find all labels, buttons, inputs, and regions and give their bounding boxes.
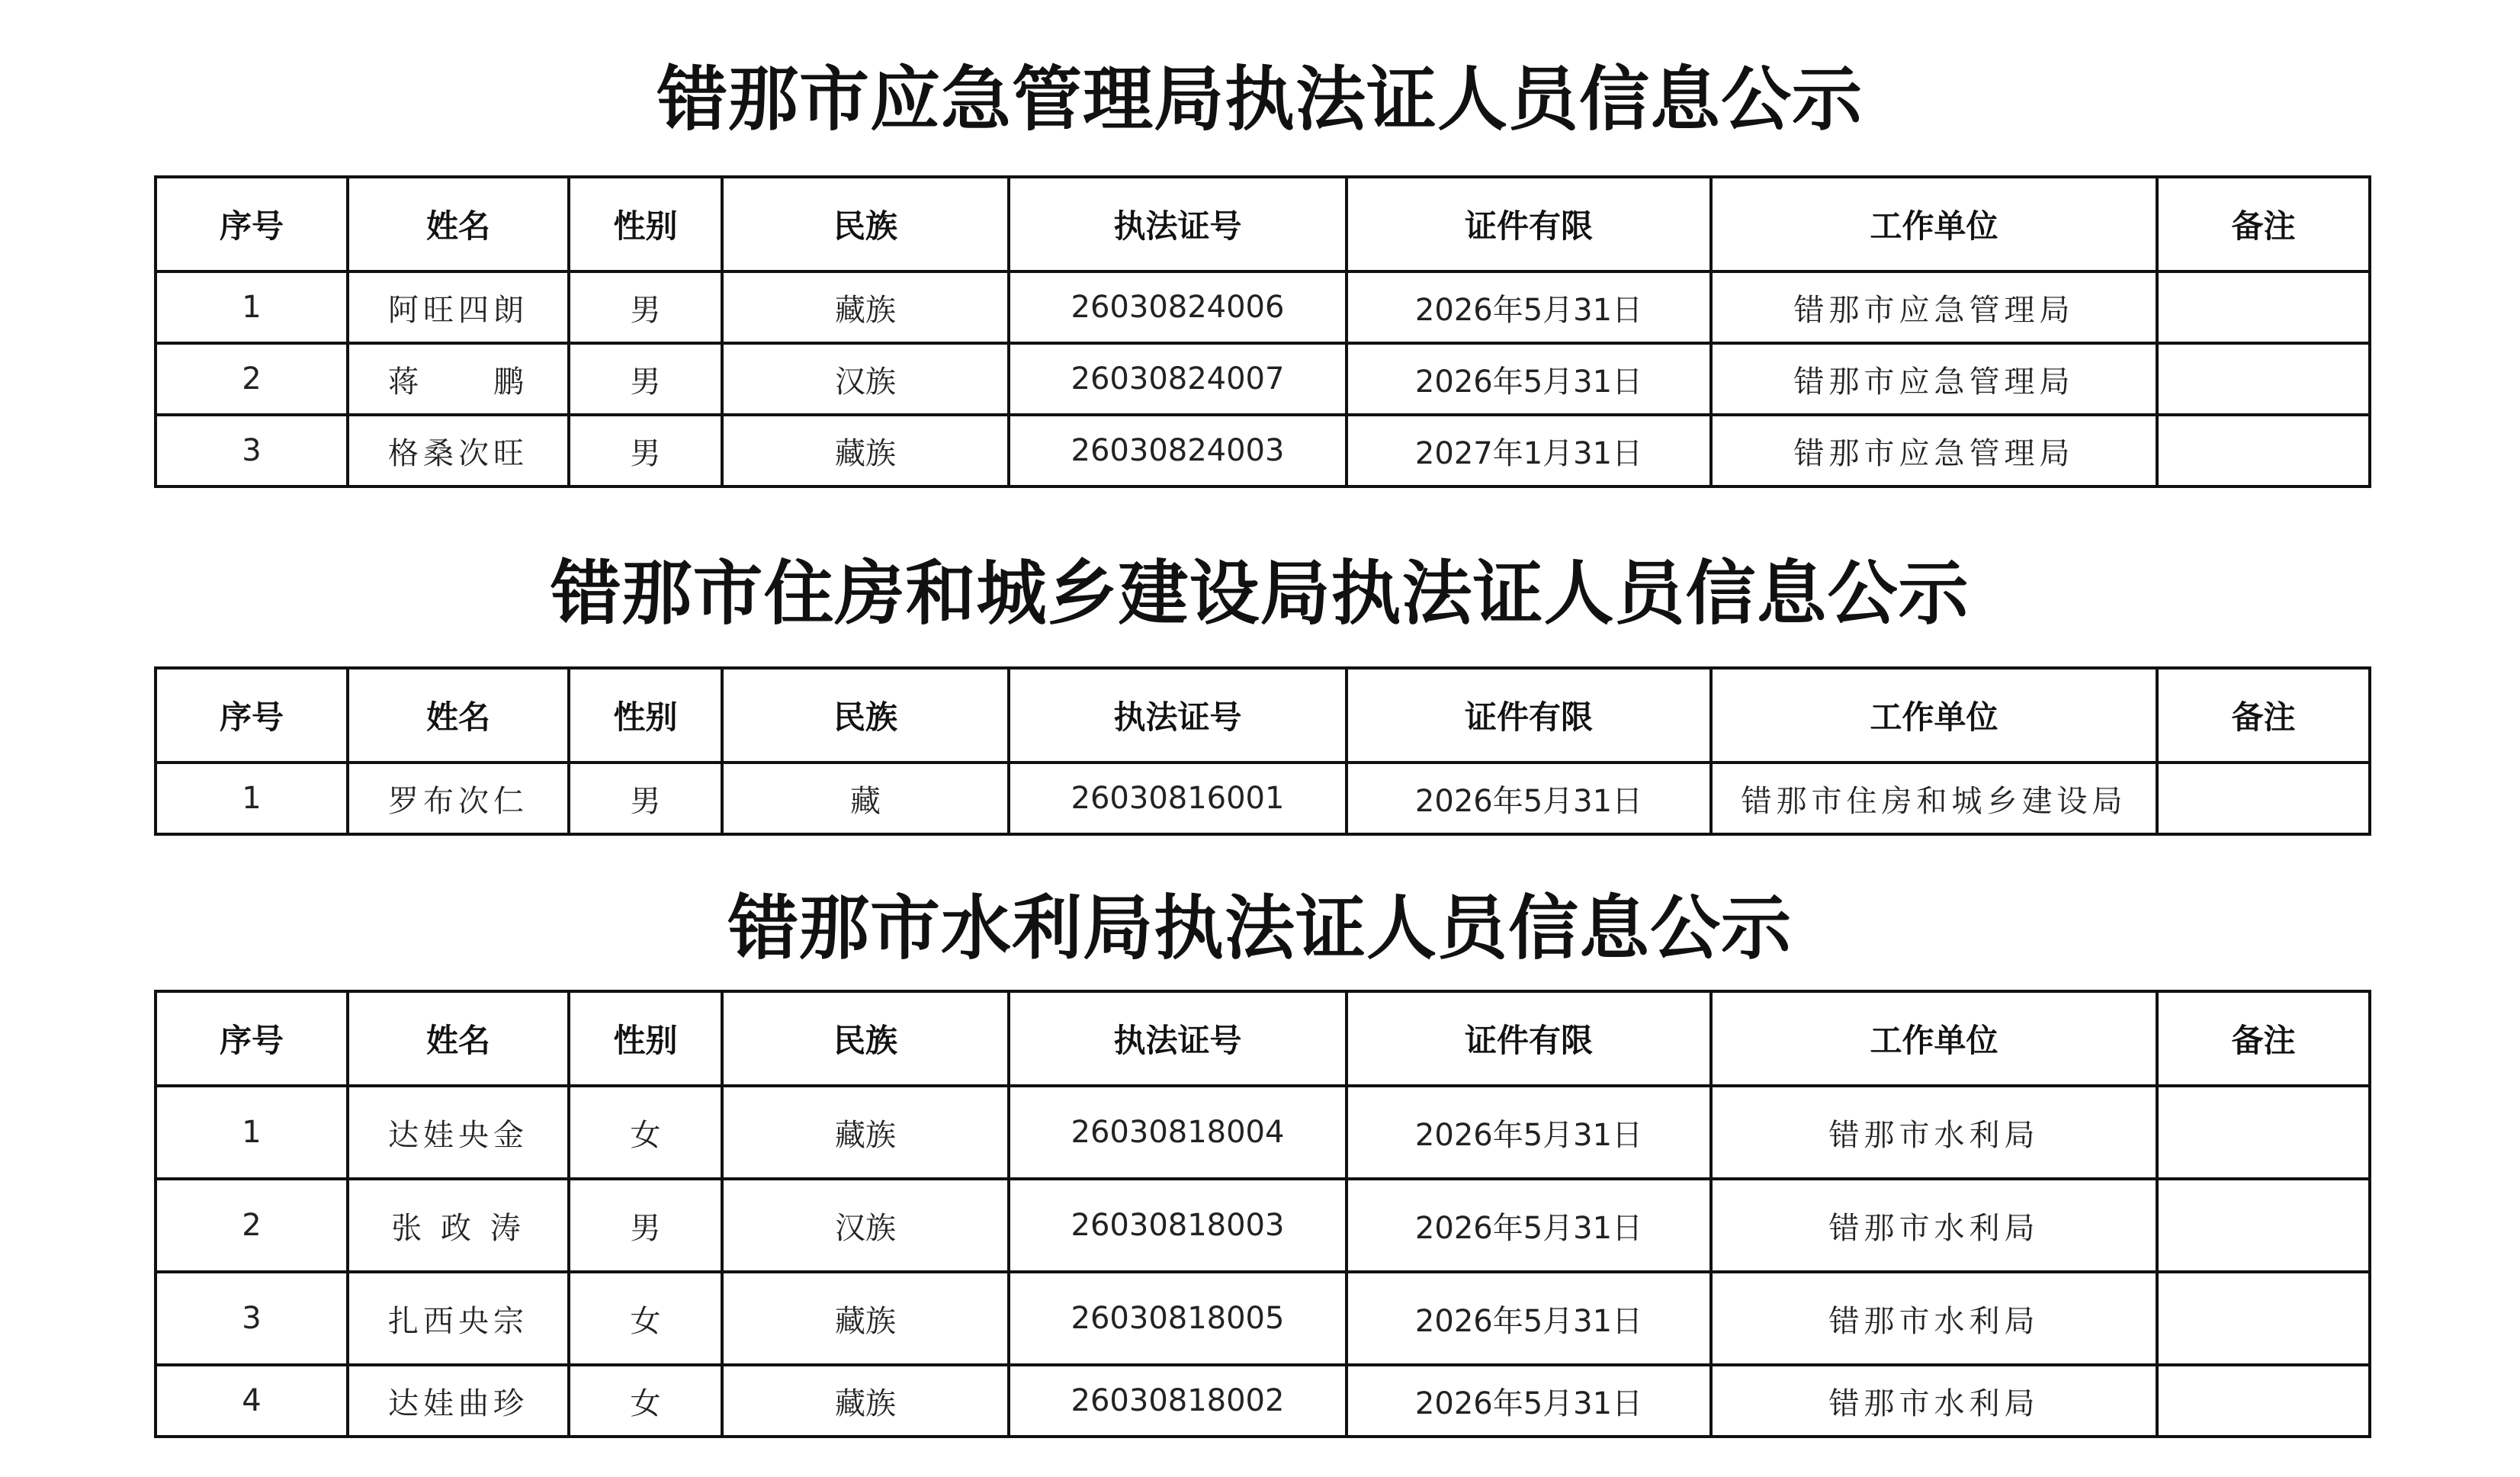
header-remark: 备注 <box>2157 991 2370 1086</box>
cell-remark <box>2157 1272 2370 1365</box>
cell-unit: 错那市水利局 <box>1711 1272 2157 1365</box>
personnel-table <box>154 175 2371 488</box>
header-name: 姓名 <box>348 991 569 1086</box>
cell-valid-until: 2026年5月31日 <box>1347 1365 1711 1437</box>
cell-valid-until: 2027年1月31日 <box>1347 415 1711 486</box>
cell-unit: 错那市应急管理局 <box>1711 415 2157 486</box>
table-row <box>156 271 2370 343</box>
header-unit: 工作单位 <box>1711 668 2157 763</box>
cell-remark <box>2157 415 2370 486</box>
cell-remark <box>2157 1086 2370 1179</box>
header-valid-until: 证件有限 <box>1347 991 1711 1086</box>
cell-cert-no: 26030818004 <box>1009 1086 1347 1179</box>
cell-gender: 女 <box>569 1272 722 1365</box>
table-row <box>156 1365 2370 1437</box>
header-name: 姓名 <box>348 668 569 763</box>
header-no: 序号 <box>156 668 348 763</box>
cell-remark <box>2157 271 2370 343</box>
cell-valid-until: 2026年5月31日 <box>1347 271 1711 343</box>
cell-ethnicity: 汉族 <box>722 343 1009 415</box>
header-unit: 工作单位 <box>1711 991 2157 1086</box>
cell-name: 罗布次仁 <box>348 763 569 834</box>
cell-gender: 男 <box>569 1179 722 1272</box>
table-row <box>156 343 2370 415</box>
table-row <box>156 1179 2370 1272</box>
cell-unit: 错那市水利局 <box>1711 1086 2157 1179</box>
cell-no: 3 <box>156 1272 348 1365</box>
table-row <box>156 763 2370 834</box>
header-no: 序号 <box>156 991 348 1086</box>
section-title: 错那市水利局执法证人员信息公示 <box>727 887 1792 969</box>
section-title: 错那市应急管理局执法证人员信息公示 <box>656 58 1863 140</box>
cell-ethnicity: 汉族 <box>722 1179 1009 1272</box>
cell-gender: 男 <box>569 415 722 486</box>
cell-name: 达娃曲珍 <box>348 1365 569 1437</box>
header-cert-no: 执法证号 <box>1009 991 1347 1086</box>
cell-name: 蒋 鹏 <box>348 343 569 415</box>
table-header-row <box>156 668 2370 763</box>
cell-no: 1 <box>156 1086 348 1179</box>
cell-ethnicity: 藏族 <box>722 1086 1009 1179</box>
header-valid-until: 证件有限 <box>1347 668 1711 763</box>
table-row <box>156 415 2370 486</box>
cell-unit: 错那市应急管理局 <box>1711 271 2157 343</box>
cell-no: 2 <box>156 1179 348 1272</box>
cell-gender: 男 <box>569 763 722 834</box>
cell-unit: 错那市水利局 <box>1711 1365 2157 1437</box>
header-remark: 备注 <box>2157 668 2370 763</box>
header-ethnicity: 民族 <box>722 991 1009 1086</box>
cell-ethnicity: 藏 <box>722 763 1009 834</box>
cell-valid-until: 2026年5月31日 <box>1347 1086 1711 1179</box>
personnel-table <box>154 990 2371 1438</box>
cell-valid-until: 2026年5月31日 <box>1347 343 1711 415</box>
cell-cert-no: 26030818005 <box>1009 1272 1347 1365</box>
cell-valid-until: 2026年5月31日 <box>1347 1272 1711 1365</box>
header-gender: 性别 <box>569 177 722 271</box>
table-row <box>156 1272 2370 1365</box>
header-remark: 备注 <box>2157 177 2370 271</box>
header-cert-no: 执法证号 <box>1009 668 1347 763</box>
header-gender: 性别 <box>569 668 722 763</box>
header-cert-no: 执法证号 <box>1009 177 1347 271</box>
cell-gender: 女 <box>569 1086 722 1179</box>
cell-cert-no: 26030818003 <box>1009 1179 1347 1272</box>
cell-name: 阿旺四朗 <box>348 271 569 343</box>
header-gender: 性别 <box>569 991 722 1086</box>
cell-no: 3 <box>156 415 348 486</box>
header-ethnicity: 民族 <box>722 668 1009 763</box>
cell-ethnicity: 藏族 <box>722 415 1009 486</box>
cell-gender: 男 <box>569 343 722 415</box>
cell-no: 1 <box>156 763 348 834</box>
cell-no: 2 <box>156 343 348 415</box>
cell-gender: 女 <box>569 1365 722 1437</box>
table-row <box>156 1086 2370 1179</box>
cell-ethnicity: 藏族 <box>722 1365 1009 1437</box>
cell-remark <box>2157 1179 2370 1272</box>
cell-cert-no: 26030824006 <box>1009 271 1347 343</box>
cell-unit: 错那市水利局 <box>1711 1179 2157 1272</box>
table-header-row <box>156 991 2370 1086</box>
cell-no: 4 <box>156 1365 348 1437</box>
cell-cert-no: 26030816001 <box>1009 763 1347 834</box>
cell-cert-no: 26030818002 <box>1009 1365 1347 1437</box>
header-name: 姓名 <box>348 177 569 271</box>
header-ethnicity: 民族 <box>722 177 1009 271</box>
cell-ethnicity: 藏族 <box>722 1272 1009 1365</box>
cell-name: 格桑次旺 <box>348 415 569 486</box>
header-unit: 工作单位 <box>1711 177 2157 271</box>
cell-no: 1 <box>156 271 348 343</box>
cell-remark <box>2157 1365 2370 1437</box>
cell-name: 达娃央金 <box>348 1086 569 1179</box>
cell-unit: 错那市住房和城乡建设局 <box>1711 763 2157 834</box>
cell-name: 扎西央宗 <box>348 1272 569 1365</box>
personnel-table <box>154 666 2371 836</box>
table-header-row <box>156 177 2370 271</box>
cell-unit: 错那市应急管理局 <box>1711 343 2157 415</box>
cell-remark <box>2157 343 2370 415</box>
cell-cert-no: 26030824007 <box>1009 343 1347 415</box>
section-title: 错那市住房和城乡建设局执法证人员信息公示 <box>551 552 1969 634</box>
cell-name: 张 政 涛 <box>348 1179 569 1272</box>
header-valid-until: 证件有限 <box>1347 177 1711 271</box>
cell-valid-until: 2026年5月31日 <box>1347 1179 1711 1272</box>
cell-cert-no: 26030824003 <box>1009 415 1347 486</box>
cell-ethnicity: 藏族 <box>722 271 1009 343</box>
header-no: 序号 <box>156 177 348 271</box>
cell-gender: 男 <box>569 271 722 343</box>
cell-valid-until: 2026年5月31日 <box>1347 763 1711 834</box>
cell-remark <box>2157 763 2370 834</box>
